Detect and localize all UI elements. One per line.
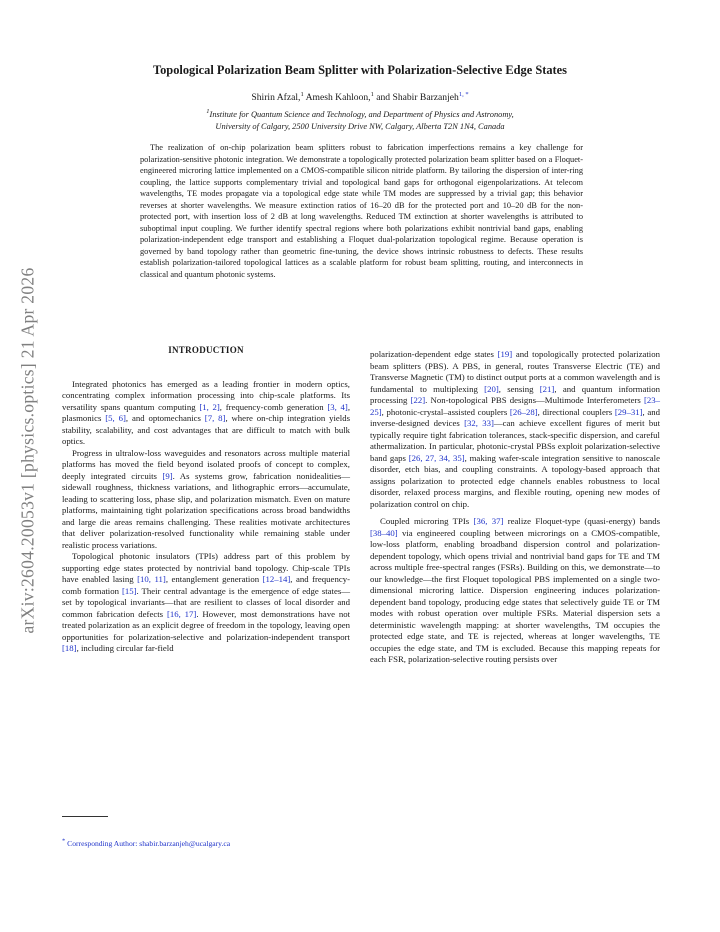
affiliation: [60, 109, 660, 133]
abstract: The realization of on-chip polarization beam splitters robust to fabrication imperfections remains a key challenge for polarization-sensitive photonic integration. We demonstrate a topologically protected polarization beam splitter based on a Floquet-engineered microring lattice implemented on a CMOS-compatible silicon nitride platform. By tailoring the dispersion of inter-ring coupling, the lattice supports complementary trivial and topological band gaps for orthogonal eigenpolarizations. At telecom wavelengths, TE modes propagate via a topological edge state while TM modes are suppressed by a trivial gap; this behavior reverses at shorter wavelengths. We measure extinction ratios of 16–20 dB for the protected port and 10–20 dB for the non-protected port, with insertion loss of 2 dB at long wavelengths. Reduced TM extinction at shorter wavelengths is attributed to suboptimal input coupling. We further identify spectral regions where both polarizations exhibit nontrivial band gaps, enabling polarization-independent edge transport and establishing a Floquet dual-polarization topological regime. Because operation is governed by band topology rather than geometric fine-tuning, the device shows intrinsic robustness to defects. These results establish polarization-tailored topological lattices as a scalable platform for robust beam splitting, routing, and interconnects in classical and quantum photonic systems.: [140, 143, 583, 280]
author-affiliation-marker: 1: [300, 90, 304, 98]
citation-link[interactable]: [18]: [62, 643, 77, 653]
citation-link[interactable]: [5, 6]: [105, 413, 126, 423]
footnote-divider: [62, 816, 108, 817]
left-column: [62, 345, 350, 655]
affiliation-marker: 1: [206, 108, 210, 116]
citation-link[interactable]: [29–31]: [614, 406, 643, 417]
paper-title: Topological Polarization Beam Splitter with Polarization-Selective Edge States: [152, 63, 567, 77]
affiliation-line: Institute for Quantum Science and Technology, and Department of Physics and Astronomy,: [209, 110, 514, 119]
paragraph: Progress in ultralow-loss waveguides and resonators across multiple material platforms has moved the field beyond isolated proofs of concept to complex, deeply integrated circuits [9]. As systems grow, fabrication nonidealities—sidewall roughness, thickness variations, and lithographic errors—accumulate, leading to scattering loss, phase slip, and polarization mismatch. Even on mature platforms, maintaining tight polarization specifications across broad bandwidths and large die areas remains challenging. These realities motivate architectures that deliver polarization-resolved functionality while remaining stable under realistic process variations.: [62, 447, 350, 550]
citation-link[interactable]: [23–25]: [370, 395, 660, 417]
citation-link[interactable]: [7, 8]: [204, 413, 226, 423]
arxiv-sidebar-stamp: [8, 230, 48, 670]
citation-link[interactable]: [16, 17]: [166, 608, 197, 619]
citation-link[interactable]: [3, 4]: [327, 401, 348, 412]
footnote-marker: *: [62, 837, 66, 845]
author-affiliation-marker: 1, *: [458, 90, 469, 98]
arxiv-identifier: arXiv:2604.20053v1 [physics.optics] 21 Apr 2026: [17, 266, 38, 634]
citation-link[interactable]: [21]: [539, 383, 555, 394]
paragraph: Topological photonic insulators (TPIs) address part of this problem by supporting edge states protected by nontrivial band topology. Chip-scale TPIs have enabled lasing [10, 11], entanglement generation [12–14], and frequency-comb formation [15]. Their central advantage is the emergence of edge states—set by topological invariants—that are resilient to classes of local disorder and common fabrication defects [16, 17]. However, most demonstrations have not treated polarization as an explicit degree of freedom in the topology, leaving open opportunities for polarization-selective and polarization-independent transport [18], including circular far-field: [62, 551, 351, 653]
citation-link[interactable]: [15]: [121, 585, 137, 596]
author-name: Amesh Kahloon,: [305, 92, 371, 103]
citation-link[interactable]: [9]: [162, 470, 173, 481]
citation-link[interactable]: [26, 27, 34, 35]: [408, 452, 465, 463]
paragraph: Coupled microring TPIs [36, 37] realize Floquet-type (quasi-energy) bands [38–40] via engineered coupling between microrings on a CMOS-compatible, low-loss platform, enabling broadband dispersion control and polarization-dependent topology, which opens trivial and nontrivial band gaps for TE and TM across multiple free-spectral ranges (FSRs). Building on this, we demonstrate—to our knowledge—the first Floquet topological PBS implemented on a single two-dimensional microring lattice. Dispersion engineering induces polarization-dependent band topology, producing edge states that selectively guide TE or TM modes with robust operation over multiple FSRs. Material dispersion sets a deterministic wavelength mapping: at shorter wavelengths, TM occupies the protected edge state, and TE is rejected, whereas at longer wavelengths, TE occupies the edge state, and TM is excluded. Because this mapping repeats for each FSR, polarization-selective routing persists over: [370, 516, 661, 664]
citation-link[interactable]: [32, 33]: [464, 418, 494, 428]
corresponding-email-link[interactable]: shabir.barzanjeh@ucalgary.ca: [139, 839, 231, 848]
citation-link[interactable]: [22]: [410, 395, 426, 405]
paragraph: polarization-dependent edge states [19] and topologically protected polarization beam splitters (PBS). A PBS, in general, routes Transverse Electric (TE) and Transverse Magnetic (TM) to distinct output ports at a common wavelength and is fundamental to multiplexing [20], sensing [21], and quantum information processing [22]. Non-topological PBS designs—Multimode Interferometers [23–25], photonic-crystal–assisted couplers [26–28], directional couplers [29–31], and inverse-designed devices [32, 33]—can achieve excellent figures of merit but typically require tight fabrication tolerances, stack-specific dispersion, and careful athermalization. In particular, photonic-crystal PBSs exploit polarization-selective band gaps [26, 27, 34, 35], making wafer-scale integration sensitive to nanoscale disorder, etch bias, and coupling constraints. A topology-based approach that assigns polarization to protected edge channels enables robustness to local disorder, relaxed process margins, and flexible routing, opening new modes of polarization control on chip.: [370, 349, 660, 509]
footnote: [62, 839, 352, 848]
footnote-label: Corresponding Author:: [67, 839, 140, 848]
citation-link[interactable]: [19]: [497, 349, 513, 359]
citation-link[interactable]: [20]: [484, 383, 499, 394]
author-name: Shirin Afzal,: [251, 92, 301, 103]
citation-link[interactable]: [26–28]: [509, 406, 538, 417]
citation-link[interactable]: [10, 11]: [137, 574, 166, 584]
affiliation-line: University of Calgary, 2500 University Drive NW, Calgary, Alberta T2N 1N4, Canada: [215, 122, 505, 131]
author-name: and Shabir Barzanjeh: [376, 92, 459, 103]
citation-link[interactable]: [38–40]: [370, 527, 398, 538]
citation-link[interactable]: [36, 37]: [473, 516, 504, 526]
section-heading: INTRODUCTION: [168, 345, 244, 355]
author-affiliation-marker: 1: [370, 90, 374, 98]
author-list: [60, 92, 660, 103]
citation-link[interactable]: [1, 2]: [199, 401, 220, 412]
right-column: [370, 349, 660, 666]
citation-link[interactable]: [12–14]: [262, 574, 291, 584]
paragraph: Integrated photonics has emerged as a leading frontier in modern optics, concentrating complex information processing into chip-scale platforms. Its versatility spans quantum computing [1, 2], frequency-comb generation [3, 4], plasmonics [5, 6], and optomechanics [7, 8], where on-chip integration yields stability, scalability, and cost advantages that are difficult to match with bulk optics.: [62, 378, 351, 446]
